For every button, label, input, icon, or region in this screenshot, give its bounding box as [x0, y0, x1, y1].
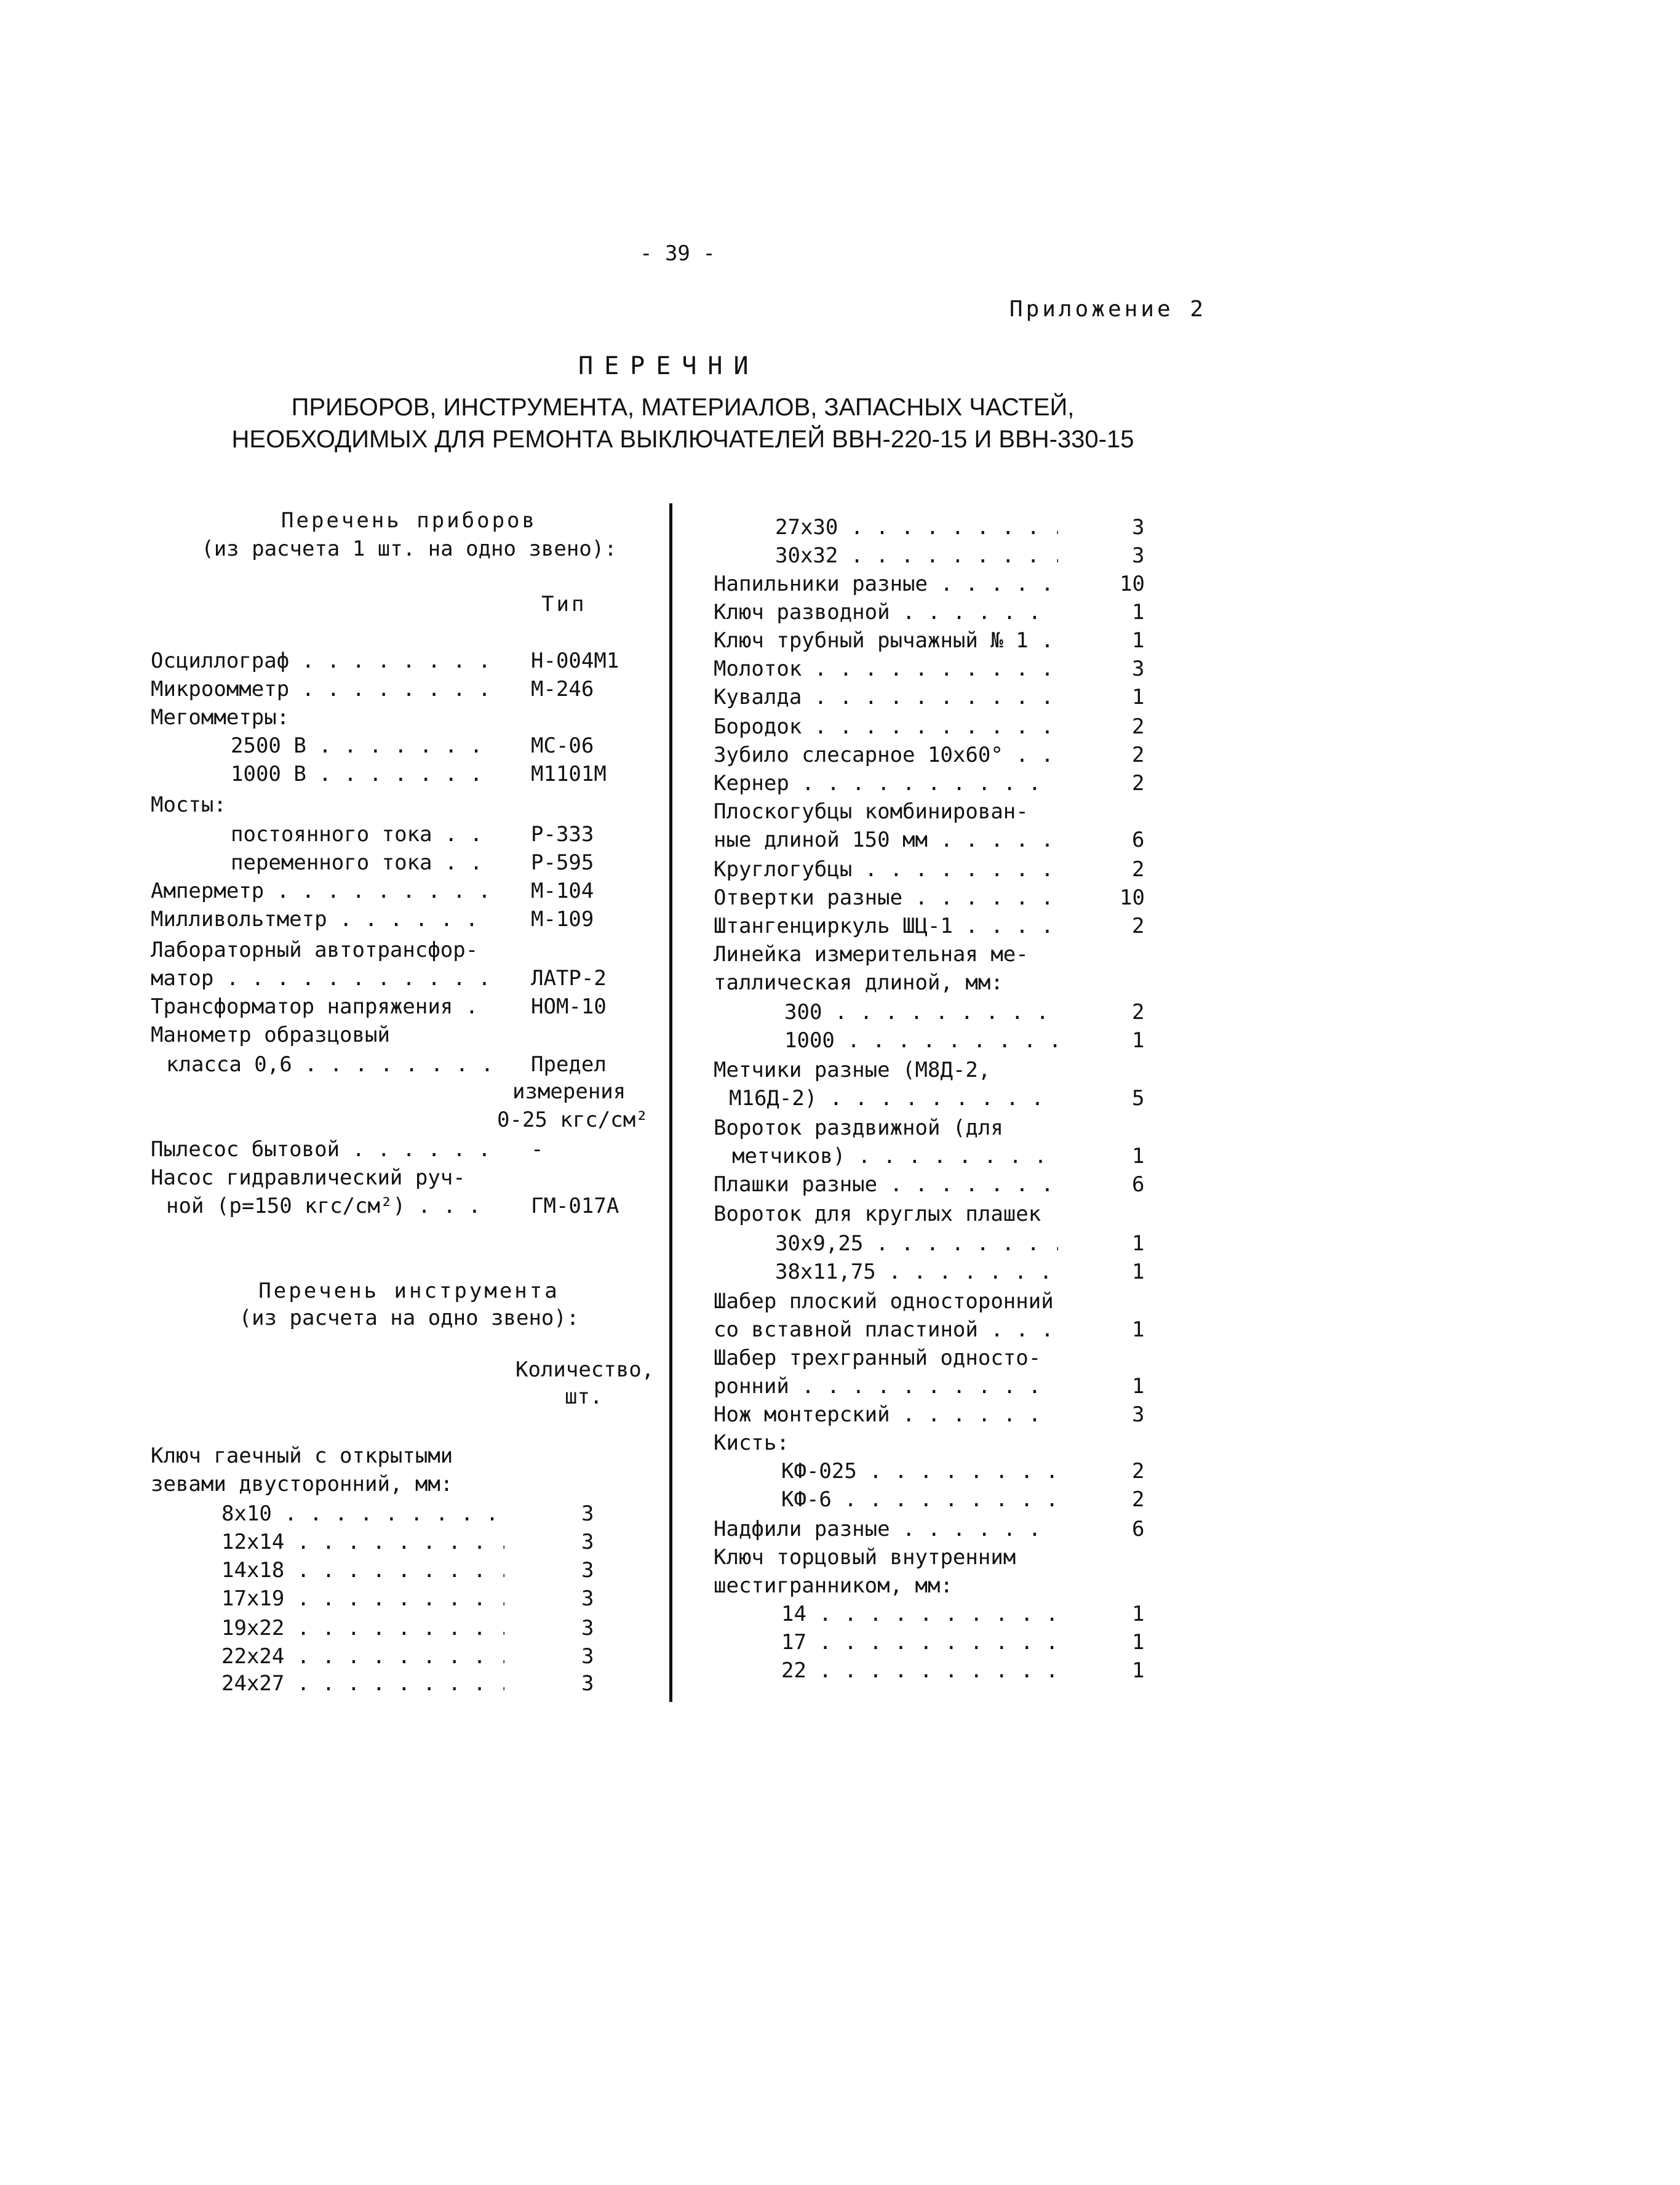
- tool-row: [714, 1200, 1181, 1228]
- item-label: Штангенциркуль ШЦ-1 . . .: [714, 913, 1058, 940]
- instrument-row: [151, 1051, 667, 1078]
- item-label: Нож монтерский . . .: [714, 1401, 1058, 1428]
- tool-row: [714, 770, 1181, 797]
- item-label: шестигранником, мм:: [714, 1573, 953, 1598]
- item-label: 30х9,25 . . .: [775, 1230, 1058, 1257]
- item-label: 1000 В . . .: [231, 761, 495, 788]
- item-label: Надфили разные . . .: [714, 1516, 1058, 1543]
- item-value: М1101М: [531, 762, 607, 786]
- tool-row: [714, 1230, 1181, 1257]
- instrument-row: [151, 877, 667, 905]
- item-value: 5: [1132, 1086, 1145, 1111]
- item-value: Н-004М1: [531, 649, 619, 673]
- type-column-header: Тип: [541, 592, 587, 617]
- item-value: 1: [1132, 1144, 1145, 1168]
- item-value: 2: [1132, 771, 1145, 796]
- tool-row: [714, 1657, 1181, 1684]
- item-value: 3: [581, 1616, 594, 1640]
- item-value: 2: [1132, 743, 1145, 767]
- item-value: 3: [1132, 657, 1145, 681]
- item-value: ГМ-017А: [531, 1194, 619, 1218]
- instruments-heading: Перечень приборов: [281, 508, 537, 533]
- tool-row: [714, 1600, 1181, 1628]
- quantity-column-header: Количество,: [516, 1357, 655, 1382]
- item-label: Пылесос бытовой . . .: [151, 1136, 495, 1163]
- item-value: 2: [1132, 714, 1145, 739]
- instrument-row: [151, 993, 667, 1020]
- item-value: Р-333: [531, 822, 594, 847]
- item-label: класса 0,6 . . .: [166, 1051, 495, 1078]
- instrument-row: [151, 676, 667, 703]
- tool-row: [714, 941, 1181, 968]
- item-label: Молоток . . .: [714, 655, 1058, 682]
- item-value: 6: [1132, 1517, 1145, 1541]
- item-label: Ключ разводной . . .: [714, 599, 1058, 626]
- item-label: Осциллограф . . .: [151, 647, 495, 674]
- item-value: 6: [1132, 828, 1145, 852]
- item-label: Манометр образцовый: [151, 1023, 390, 1047]
- item-label: 300 . . .: [784, 999, 1058, 1026]
- item-value: Предел: [531, 1052, 607, 1077]
- item-label: Линейка измерительная ме-: [714, 942, 1029, 967]
- tool-row: [151, 1442, 667, 1469]
- item-label: Кисть:: [714, 1431, 789, 1455]
- item-label: 17х19 . . .: [221, 1585, 504, 1612]
- item-label: 19х22 . . .: [221, 1615, 504, 1642]
- item-value: ЛАТР-2: [531, 966, 607, 991]
- instrument-row: [151, 965, 667, 992]
- tool-row: [714, 798, 1181, 825]
- item-label: Милливольтметр . . .: [151, 906, 495, 933]
- item-label: Отвертки разные . . .: [714, 884, 1058, 911]
- tool-row: [714, 1085, 1181, 1112]
- item-value: 2: [1132, 1487, 1145, 1512]
- item-value: МС-06: [531, 733, 594, 758]
- item-value: 6: [1132, 1172, 1145, 1197]
- item-label: Лабораторный автотрансфор-: [151, 938, 479, 962]
- instrument-row: [151, 937, 667, 964]
- item-value: 0-25 кгс/см²: [497, 1108, 648, 1132]
- tool-row: [714, 1344, 1181, 1372]
- item-label: Круглогубцы . . .: [714, 856, 1058, 883]
- item-value: 1: [1132, 1630, 1145, 1655]
- item-label: Бородок . . .: [714, 713, 1058, 740]
- tool-row: [714, 1458, 1181, 1485]
- tool-row: [151, 1643, 667, 1670]
- item-label: со вставной пластиной . . .: [714, 1316, 1058, 1343]
- tool-row: [714, 1373, 1181, 1400]
- item-value: 10: [1120, 885, 1145, 910]
- quantity-column-unit: шт.: [565, 1384, 603, 1409]
- item-value: 3: [581, 1586, 594, 1611]
- item-label: Амперметр . . .: [151, 877, 495, 905]
- instrument-row: [151, 906, 667, 933]
- item-value: НОМ-10: [531, 994, 607, 1019]
- item-label: Ключ трубный рычажный № 1 . . .: [714, 627, 1058, 654]
- tool-row: [714, 884, 1181, 911]
- item-label: 22 . . .: [781, 1657, 1058, 1684]
- item-value: 10: [1120, 572, 1145, 596]
- tool-row: [714, 1401, 1181, 1428]
- item-label: 14 . . .: [781, 1600, 1058, 1628]
- item-label: 30х32 . . .: [775, 542, 1058, 569]
- instrument-row: [151, 1192, 667, 1220]
- tool-row: [714, 1316, 1181, 1343]
- item-label: Вороток для круглых плашек: [714, 1202, 1041, 1226]
- item-label: зевами двусторонний, мм:: [151, 1472, 453, 1496]
- tool-row: [714, 542, 1181, 569]
- item-label: Метчики разные (М8Д-2,: [714, 1058, 991, 1082]
- tool-row: [714, 999, 1181, 1026]
- tool-row: [714, 514, 1181, 541]
- item-value: 2: [1132, 857, 1145, 882]
- item-label: Трансформатор напряжения . . .: [151, 993, 495, 1020]
- tool-row: [714, 713, 1181, 740]
- instrument-row: [151, 821, 667, 848]
- instrument-row: [151, 647, 667, 674]
- item-label: Напильники разные . . .: [714, 570, 1058, 597]
- page-title: ПЕРЕЧНИ: [578, 352, 760, 380]
- item-label: 1000 . . .: [784, 1027, 1058, 1054]
- tool-row: [714, 913, 1181, 940]
- item-value: 1: [1132, 600, 1145, 625]
- item-value: 2: [1132, 1459, 1145, 1484]
- tool-row: [714, 1572, 1181, 1599]
- item-value: 3: [581, 1558, 594, 1583]
- item-value: 1: [1132, 685, 1145, 709]
- item-label: метчиков) . . .: [732, 1143, 1058, 1170]
- item-label: ной (р=150 кгс/см²) . . .: [166, 1192, 495, 1220]
- item-value: 1: [1132, 1028, 1145, 1053]
- tool-row: [714, 599, 1181, 626]
- item-value: 3: [1132, 1402, 1145, 1427]
- tool-row: [714, 684, 1181, 711]
- instrument-row: [151, 761, 667, 788]
- tools-subheading: (из расчета на одно звено):: [239, 1306, 579, 1330]
- instrument-row: [151, 1078, 667, 1105]
- item-label: 17 . . .: [781, 1629, 1058, 1656]
- item-label: 27х30 . . .: [775, 514, 1058, 541]
- instrument-row: [151, 1136, 667, 1163]
- appendix-label: Приложение 2: [1009, 297, 1206, 322]
- tools-heading: Перечень инструмента: [258, 1279, 560, 1303]
- tool-row: [714, 1629, 1181, 1656]
- item-label: Шабер плоский односторонний: [714, 1289, 1054, 1314]
- item-label: Плоскогубцы комбинирован-: [714, 799, 1029, 824]
- item-label: 12х14 . . .: [221, 1528, 504, 1556]
- item-value: Р-595: [531, 850, 594, 875]
- tool-row: [714, 627, 1181, 654]
- tool-row: [151, 1615, 667, 1642]
- item-value: 1: [1132, 628, 1145, 653]
- item-label: 2500 В . . .: [231, 732, 495, 759]
- item-label: Ключ гаечный с открытыми: [151, 1444, 453, 1468]
- item-label: 8х10 . . .: [221, 1500, 504, 1527]
- item-value: 3: [1132, 515, 1145, 540]
- item-label: КФ-025 . . .: [781, 1458, 1058, 1485]
- tool-row: [714, 570, 1181, 597]
- item-value: 3: [581, 1644, 594, 1669]
- instrument-row: [151, 791, 667, 818]
- item-value: 2: [1132, 914, 1145, 938]
- tool-row: [714, 1516, 1181, 1543]
- tool-row: [151, 1500, 667, 1527]
- tool-row: [714, 1057, 1181, 1084]
- tool-row: [151, 1557, 667, 1584]
- instrument-row: [151, 732, 667, 759]
- tool-row: [151, 1585, 667, 1612]
- tool-row: [714, 1429, 1181, 1456]
- item-value: 1: [1132, 1317, 1145, 1342]
- tool-row: [714, 1143, 1181, 1170]
- item-label: М16Д-2) . . .: [729, 1085, 1058, 1112]
- item-value: -: [531, 1137, 544, 1162]
- instrument-row: [151, 849, 667, 876]
- item-label: Мегомметры:: [151, 705, 290, 730]
- tool-row: [151, 1528, 667, 1556]
- title-line-2: НЕОБХОДИМЫХ ДЛЯ РЕМОНТА ВЫКЛЮЧАТЕЛЕЙ ВВН-220-15 И ВВН-330-15: [231, 426, 1134, 453]
- item-value: 1: [1132, 1374, 1145, 1399]
- tool-row: [714, 826, 1181, 853]
- item-label: переменного тока . . .: [231, 849, 495, 876]
- tool-row: [714, 655, 1181, 682]
- tool-row: [714, 1288, 1181, 1315]
- instrument-row: [151, 1106, 667, 1133]
- item-label: 14х18 . . .: [221, 1557, 504, 1584]
- item-label: Вороток раздвижной (для: [714, 1116, 1003, 1140]
- item-label: Плашки разные . . .: [714, 1171, 1058, 1198]
- item-value: 3: [581, 1530, 594, 1554]
- item-value: М-246: [531, 677, 594, 701]
- tool-row: [714, 1258, 1181, 1285]
- item-label: Мосты:: [151, 793, 226, 817]
- item-label: Ключ торцовый внутренним: [714, 1545, 1016, 1570]
- item-value: 1: [1132, 1602, 1145, 1626]
- item-value: 1: [1132, 1231, 1145, 1256]
- instrument-row: [151, 1021, 667, 1049]
- item-value: М-104: [531, 879, 594, 903]
- item-label: Насос гидравлический руч-: [151, 1165, 466, 1190]
- item-label: ные длиной 150 мм . . .: [714, 826, 1058, 853]
- instruments-subheading: (из расчета 1 шт. на одно звено):: [201, 537, 617, 561]
- item-value: М-109: [531, 907, 594, 932]
- tool-row: [714, 1027, 1181, 1054]
- item-label: КФ-6 . . .: [781, 1486, 1058, 1513]
- tool-row: [714, 969, 1181, 996]
- item-label: Шабер трехгранный односто-: [714, 1346, 1041, 1370]
- column-divider: [669, 503, 672, 1702]
- item-label: таллическая длиной, мм:: [714, 970, 1003, 995]
- page-number: - 39 -: [640, 241, 715, 266]
- item-value: 1: [1132, 1658, 1145, 1683]
- tool-row: [714, 1114, 1181, 1141]
- item-value: 3: [1132, 543, 1145, 568]
- tool-row: [714, 741, 1181, 769]
- item-label: ронний . . .: [714, 1373, 1058, 1400]
- item-value: 2: [1132, 1000, 1145, 1025]
- tool-row: [151, 1670, 667, 1697]
- tool-row: [151, 1471, 667, 1498]
- title-line-1: ПРИБОРОВ, ИНСТРУМЕНТА, МАТЕРИАЛОВ, ЗАПАСНЫХ ЧАСТЕЙ,: [291, 394, 1075, 421]
- item-label: 24х27 . . .: [221, 1670, 504, 1697]
- item-label: 38х11,75 . . .: [775, 1258, 1058, 1285]
- tool-row: [714, 1544, 1181, 1571]
- item-label: Зубило слесарное 10х60° . . .: [714, 741, 1058, 769]
- item-label: Кернер . . .: [714, 770, 1058, 797]
- item-label: постоянного тока . . .: [231, 821, 495, 848]
- item-label: матор . . .: [151, 965, 495, 992]
- tool-row: [714, 856, 1181, 883]
- tool-row: [714, 1486, 1181, 1513]
- tool-row: [714, 1171, 1181, 1198]
- item-label: 22х24 . . .: [221, 1643, 504, 1670]
- item-value: 3: [581, 1501, 594, 1526]
- item-value: 3: [581, 1671, 594, 1696]
- item-label: Кувалда . . .: [714, 684, 1058, 711]
- item-value: 1: [1132, 1260, 1145, 1284]
- item-label: Микроомметр . . .: [151, 676, 495, 703]
- instrument-row: [151, 704, 667, 731]
- instrument-row: [151, 1164, 667, 1191]
- item-value: измерения: [512, 1079, 626, 1104]
